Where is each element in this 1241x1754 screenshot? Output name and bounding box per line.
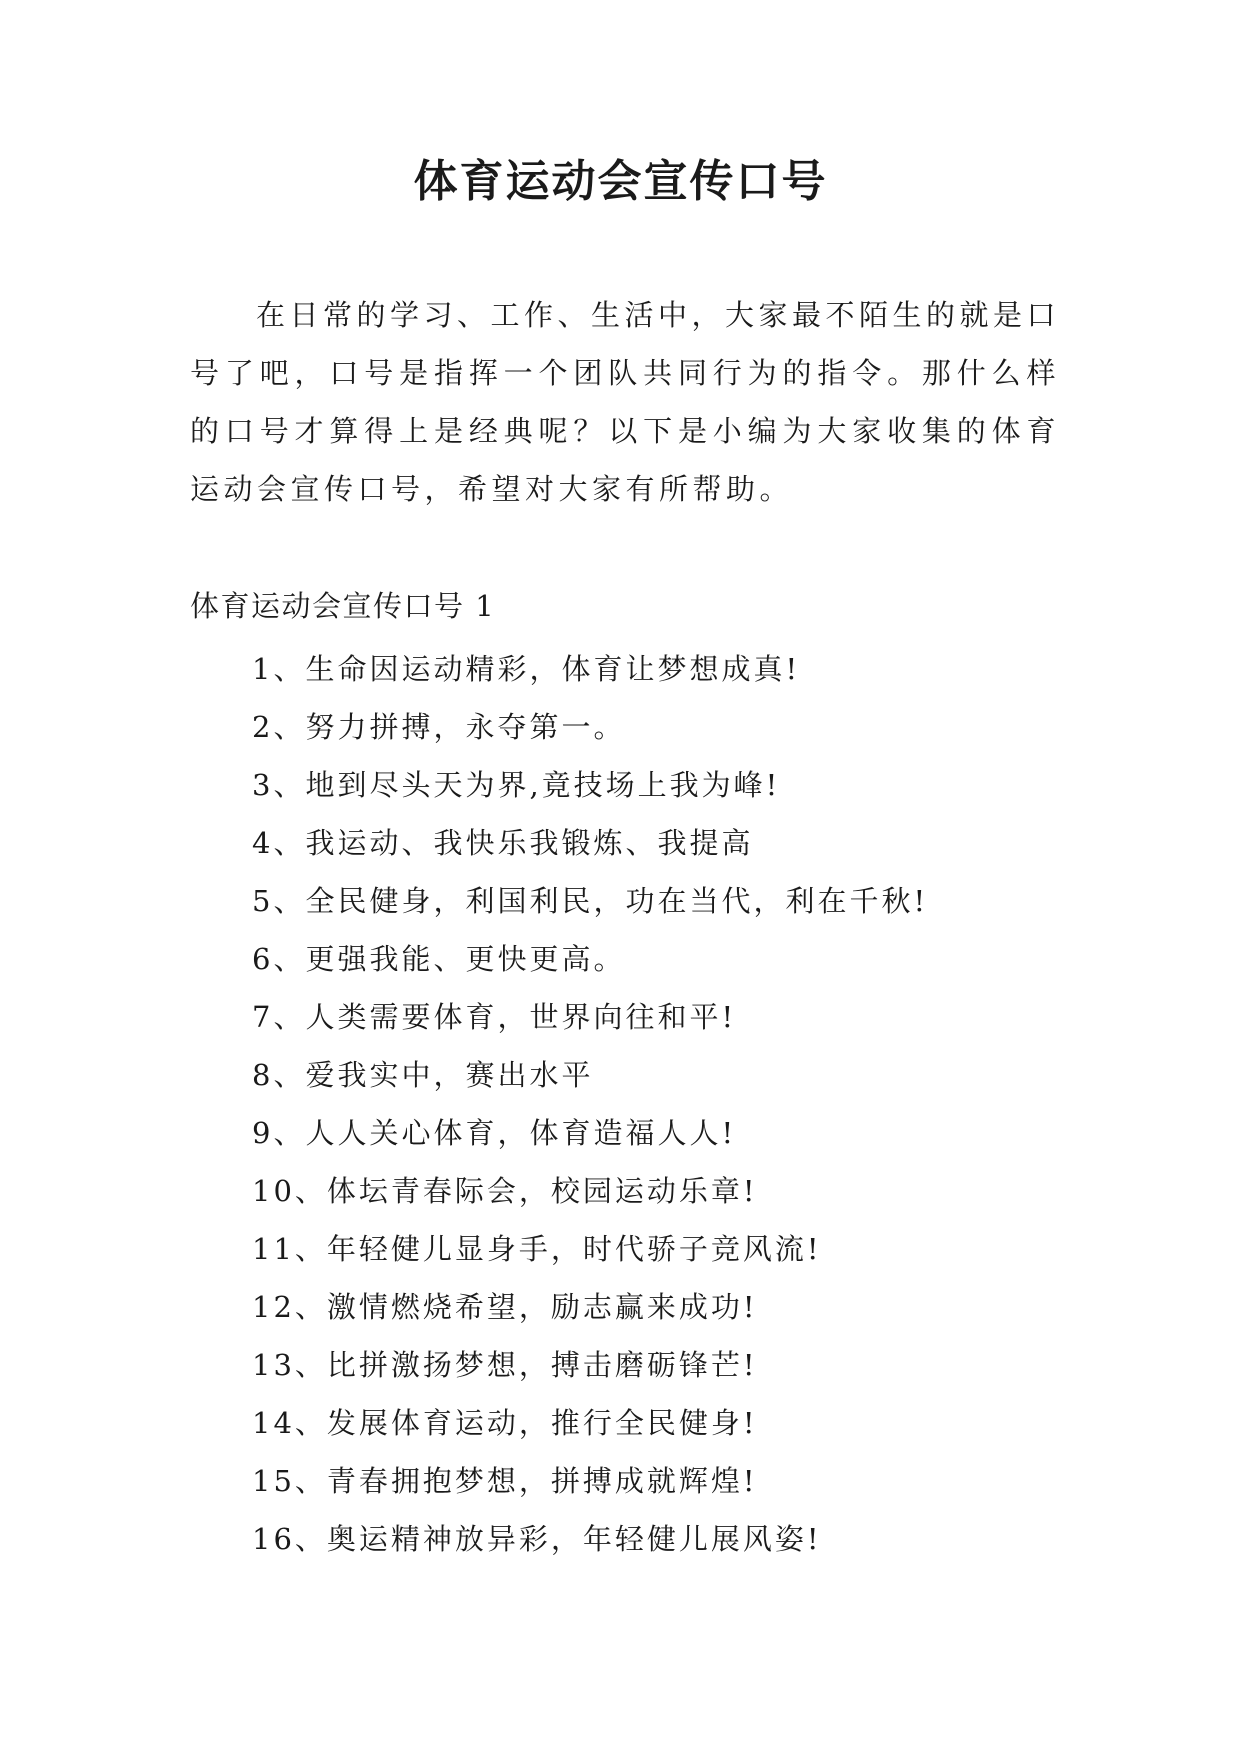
slogan-item: 7、人类需要体育，世界向往和平!	[252, 1000, 737, 1034]
slogan-item: 3、地到尽头天为界,竟技场上我为峰!	[252, 768, 781, 802]
slogan-item: 8、爱我实中，赛出水平	[252, 1058, 594, 1092]
slogan-item: 10、体坛青春际会，校园运动乐章!	[252, 1174, 758, 1208]
slogan-list	[252, 640, 928, 1568]
slogan-item: 2、努力拼搏，永夺第一。	[252, 710, 626, 744]
section-heading: 体育运动会宣传口号 1	[190, 589, 496, 623]
slogan-item: 15、青春拥抱梦想，拼搏成就辉煌!	[252, 1464, 758, 1498]
slogan-item: 5、全民健身，利国利民，功在当代，利在千秋!	[252, 884, 929, 918]
intro-paragraph: 在日常的学习、工作、生活中，大家最不陌生的就是口号了吧，口号是指挥一个团队共同行为的指令。那什么样的口号才算得上是经典呢？以下是小编为大家收集的体育运动会宣传口号，希望对大家有所帮助。	[190, 298, 1061, 506]
slogan-item: 9、人人关心体育，体育造福人人!	[252, 1116, 737, 1150]
slogan-item: 16、奥运精神放异彩，年轻健儿展风姿!	[252, 1522, 822, 1556]
slogan-item: 11、年轻健儿显身手，时代骄子竞风流!	[252, 1232, 822, 1266]
slogan-item: 12、激情燃烧希望，励志赢来成功!	[252, 1290, 758, 1324]
slogan-item: 4、我运动、我快乐我锻炼、我提高	[252, 826, 754, 860]
slogan-item: 13、比拼激扬梦想，搏击磨砺锋芒!	[252, 1348, 758, 1382]
slogan-item: 1、生命因运动精彩，体育让梦想成真!	[252, 652, 801, 686]
document-title: 体育运动会宣传口号	[413, 156, 828, 207]
slogan-item: 14、发展体育运动，推行全民健身!	[252, 1406, 758, 1440]
slogan-item: 6、更强我能、更快更高。	[252, 942, 626, 976]
